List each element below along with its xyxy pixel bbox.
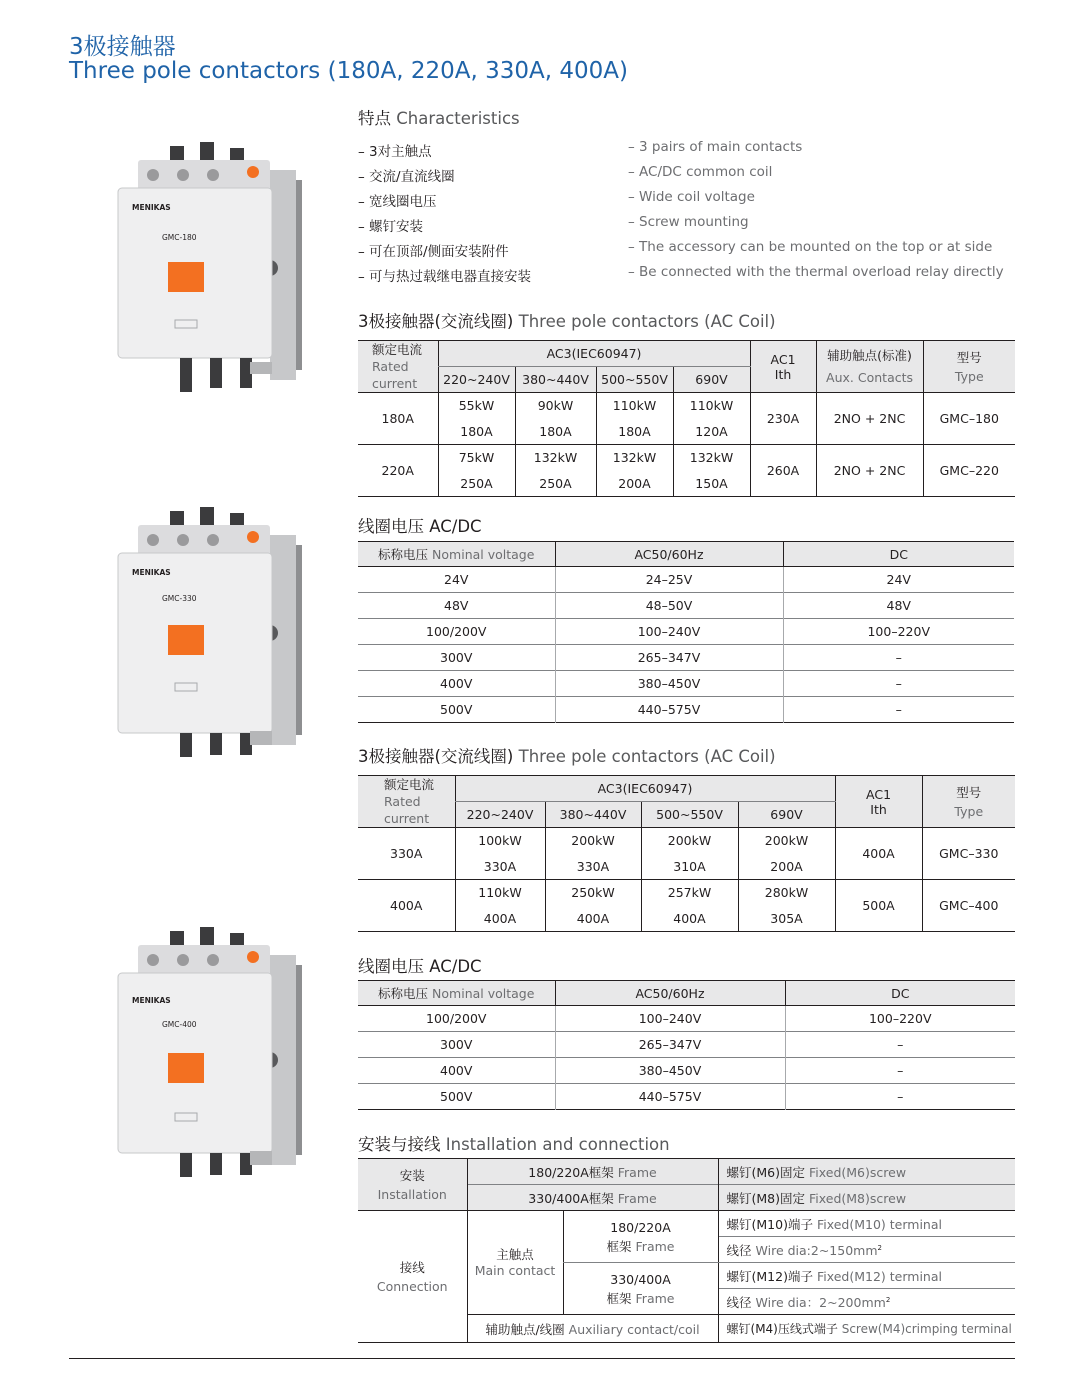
- connection-label: 接线 Connection: [358, 1211, 467, 1343]
- coil-table-1-heading: 线圈电压 AC/DC: [358, 517, 482, 536]
- power-cell: 250kW 400A: [545, 880, 641, 932]
- rated-en: Rated: [384, 794, 421, 809]
- ac-table-1-heading-en: Three pole contactors (AC Coil): [518, 312, 776, 331]
- char-item-en: – AC/DC common coil: [628, 164, 773, 180]
- current-en: current: [372, 376, 418, 391]
- aux-contact-coil: 辅助触点/线圈 Auxiliary contact/coil: [467, 1315, 718, 1343]
- characteristics-heading: [358, 105, 520, 129]
- char-item-cn: – 宽线圈电压: [358, 194, 437, 210]
- table-row: [358, 393, 1015, 445]
- char-item-cn: – 交流/直流线圈: [358, 169, 455, 185]
- power-cell: 132kW 200A: [596, 445, 673, 497]
- ac-table-2: [358, 775, 1015, 932]
- nominal-header: 标称电压 Nominal voltage: [358, 542, 555, 567]
- type-value: GMC–400: [922, 880, 1015, 932]
- power-cell: 100kW 330A: [455, 828, 545, 880]
- ac1-label: AC1: [866, 786, 892, 802]
- install-heading: [358, 1131, 670, 1155]
- frame-330-400-conn: 330/400A 框架 Frame: [563, 1263, 718, 1315]
- ac-table-2-heading-en: Three pole contactors (AC Coil): [518, 747, 776, 766]
- ith-label: Ith: [774, 366, 792, 382]
- voltage-header: 500~550V: [641, 802, 738, 828]
- aux-value: 2NO + 2NC: [816, 393, 923, 445]
- ith-label: Ith: [870, 801, 887, 817]
- rated-value: 400A: [390, 898, 423, 913]
- table-row: 24V 24–25V 24V: [358, 567, 1014, 593]
- ith-value: 230A: [750, 393, 816, 445]
- wire-dia-200: 线径 Wire dia：$2\sim 200mm^2$: [718, 1289, 1015, 1315]
- aux-value: 2NO + 2NC: [816, 445, 923, 497]
- table-row: 300V 265–347V –: [358, 645, 1014, 671]
- current-en: current: [384, 811, 430, 826]
- terminal-m10: 螺钉(M10)端子 Fixed(M10) terminal: [718, 1211, 1015, 1237]
- power-cell: 200kW 200A: [738, 828, 835, 880]
- power-cell: 132kW 250A: [515, 445, 596, 497]
- table-row: 100/200V 100–240V 100–220V: [358, 1006, 1015, 1032]
- product-model: GMC-180: [162, 233, 197, 242]
- ac-table-1-heading: [358, 308, 776, 332]
- bottom-rule: [69, 1358, 1015, 1359]
- power-cell: 75kW 250A: [438, 445, 515, 497]
- ac-table-1-heading-cn: 3极接触器(交流线圈): [358, 312, 514, 331]
- char-item-en: – Screw mounting: [628, 214, 749, 230]
- rated-current-header: [358, 776, 455, 828]
- product-model: GMC-400: [162, 1020, 197, 1029]
- char-item-en: – The accessory can be mounted on the top or at side: [628, 239, 993, 255]
- installation-label: 安装 Installation: [358, 1159, 467, 1211]
- rated-value: 180A: [381, 411, 414, 426]
- wire-dia-150: 线径 Wire $dia:2\sim 150mm^2$: [718, 1237, 1015, 1263]
- table-row: 500V 440–575V –: [358, 1084, 1015, 1110]
- power-cell: 257kW 400A: [641, 880, 738, 932]
- ac3-header: AC3(IEC60947): [438, 341, 750, 367]
- coil-table-2-heading: 线圈电压 AC/DC: [358, 957, 482, 976]
- product-image-gmc-180: [110, 140, 310, 395]
- table-row: 300V 265–347V –: [358, 1032, 1015, 1058]
- product-brand: MENIKAS: [132, 568, 171, 577]
- main-contact-label: 主触点 Main contact: [467, 1211, 563, 1315]
- frame-180-220: 180/220A框架 Frame: [467, 1159, 718, 1185]
- table-row: [358, 880, 1015, 932]
- ac-table-2-heading-cn: 3极接触器(交流线圈): [358, 747, 514, 766]
- type-en: Type: [954, 803, 984, 819]
- coil-table-1: [358, 541, 1014, 723]
- product-image-gmc-330: [110, 505, 310, 760]
- frame-330-400: 330/400A框架 Frame: [467, 1185, 718, 1211]
- ac1-header: [750, 341, 816, 393]
- product-brand: MENIKAS: [132, 996, 171, 1005]
- rated-cn: 额定电流: [384, 777, 435, 792]
- table-row: 100/200V 100–240V 100–220V: [358, 619, 1014, 645]
- product-image-gmc-400: [110, 925, 310, 1180]
- voltage-header: 220~240V: [455, 802, 545, 828]
- install-heading-cn: 安装与接线: [358, 1135, 441, 1154]
- table-row: 500V 440–575V –: [358, 697, 1014, 723]
- type-cn: 型号: [956, 784, 982, 800]
- char-item-en: – Wide coil voltage: [628, 189, 755, 205]
- characteristics-heading-en: Characteristics: [396, 109, 520, 128]
- rated-value: 330A: [390, 846, 423, 861]
- table-row: 400V 380–450V –: [358, 1058, 1015, 1084]
- characteristics-heading-cn: 特点: [358, 109, 391, 128]
- rated-cn: 额定电流: [372, 342, 423, 357]
- voltage-header: 380~440V: [545, 802, 641, 828]
- install-table: [358, 1158, 1015, 1343]
- rated-current-header: [358, 341, 438, 393]
- power-cell: 200kW 330A: [545, 828, 641, 880]
- terminal-m12: 螺钉(M12)端子 Fixed(M12) terminal: [718, 1263, 1015, 1289]
- nominal-header: 标称电压 Nominal voltage: [358, 981, 555, 1006]
- table-row: [358, 828, 1015, 880]
- crimping-terminal: 螺钉(M4)压线式端子 Screw(M4)crimping terminal: [718, 1315, 1015, 1343]
- dc-header: DC: [783, 542, 1014, 567]
- ac3-header: AC3(IEC60947): [455, 776, 835, 802]
- power-cell: 110kW 180A: [596, 393, 673, 445]
- type-header: [922, 776, 1015, 828]
- ac1-header: [835, 776, 922, 828]
- fixed-m8: 螺钉(M8)固定 Fixed(M8)screw: [718, 1185, 1015, 1211]
- page-title-cn: 3极接触器: [69, 34, 176, 60]
- product-model: GMC-330: [162, 594, 197, 603]
- frame-180-220-conn: 180/220A 框架 Frame: [563, 1211, 718, 1263]
- type-value: GMC–330: [922, 828, 1015, 880]
- table-row: 48V 48–50V 48V: [358, 593, 1014, 619]
- type-cn: 型号: [956, 349, 982, 365]
- char-item-cn: – 可与热过载继电器直接安装: [358, 269, 532, 285]
- table-row: 400V 380–450V –: [358, 671, 1014, 697]
- power-cell: 200kW 310A: [641, 828, 738, 880]
- type-header: [923, 341, 1015, 393]
- voltage-header: 380~440V: [515, 367, 596, 393]
- aux-cn: 辅助触点(标准): [827, 347, 912, 363]
- char-item-cn: – 可在顶部/侧面安装附件: [358, 244, 509, 260]
- aux-en: Aux. Contacts: [826, 369, 914, 385]
- ac-table-2-heading: [358, 743, 776, 767]
- ac-table-1: [358, 340, 1015, 497]
- power-cell: 55kW 180A: [438, 393, 515, 445]
- char-item-en: – 3 pairs of main contacts: [628, 139, 803, 155]
- power-cell: 110kW 120A: [673, 393, 750, 445]
- rated-en: Rated: [372, 359, 409, 374]
- ac-header: AC50/60Hz: [555, 981, 785, 1006]
- ac1-label: AC1: [770, 351, 796, 367]
- table-row: [358, 445, 1015, 497]
- install-heading-en: Installation and connection: [445, 1135, 670, 1154]
- ith-value: 400A: [835, 828, 922, 880]
- voltage-header: 500~550V: [596, 367, 673, 393]
- char-item-en: – Be connected with the thermal overload relay directly: [628, 264, 1004, 280]
- ith-value: 260A: [750, 445, 816, 497]
- voltage-header: 690V: [673, 367, 750, 393]
- aux-header: [816, 341, 923, 393]
- coil-table-2: [358, 980, 1015, 1110]
- power-cell: 110kW 400A: [455, 880, 545, 932]
- type-value: GMC–180: [923, 393, 1015, 445]
- power-cell: 90kW 180A: [515, 393, 596, 445]
- page-title-en: Three pole contactors (180A, 220A, 330A, 400A): [69, 58, 628, 84]
- power-cell: 280kW 305A: [738, 880, 835, 932]
- fixed-m6: 螺钉(M6)固定 Fixed(M6)screw: [718, 1159, 1015, 1185]
- char-item-cn: – 螺钉安装: [358, 219, 424, 235]
- voltage-header: 220~240V: [438, 367, 515, 393]
- ac-header: AC50/60Hz: [555, 542, 783, 567]
- dc-header: DC: [785, 981, 1015, 1006]
- type-en: Type: [954, 368, 984, 384]
- power-cell: 132kW 150A: [673, 445, 750, 497]
- char-item-cn: – 3对主触点: [358, 144, 432, 160]
- rated-value: 220A: [381, 463, 414, 478]
- product-brand: MENIKAS: [132, 203, 171, 212]
- type-value: GMC–220: [923, 445, 1015, 497]
- ith-value: 500A: [835, 880, 922, 932]
- voltage-header: 690V: [738, 802, 835, 828]
